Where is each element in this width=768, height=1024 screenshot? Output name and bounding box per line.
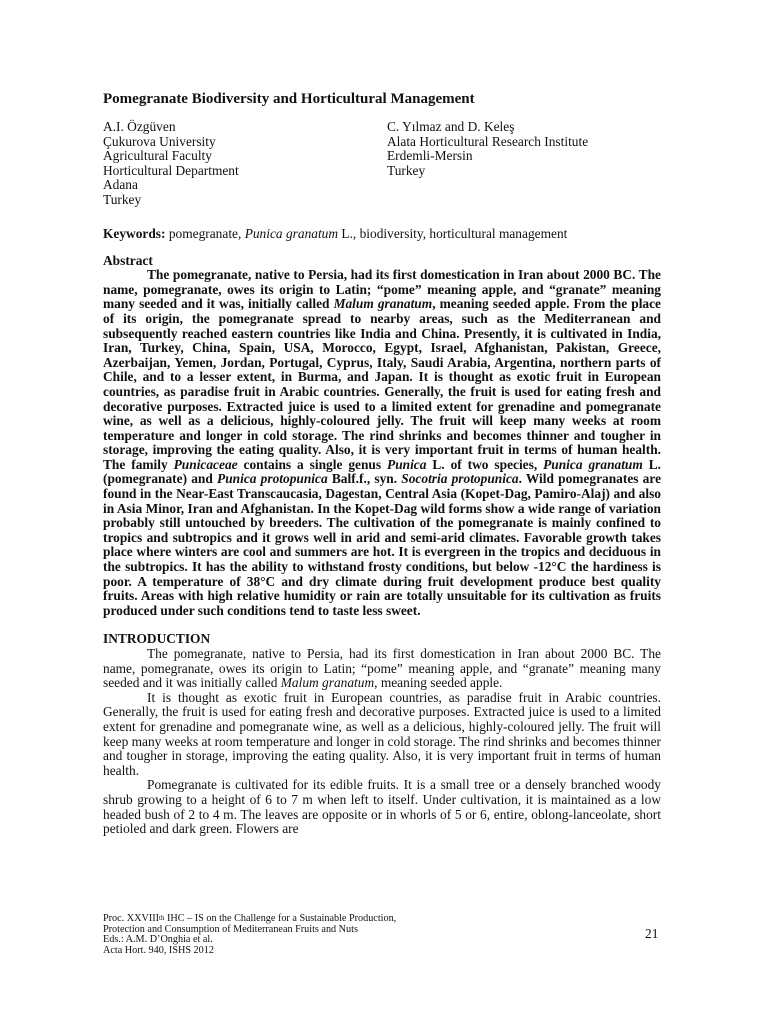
author-line: Adana bbox=[103, 177, 138, 193]
keywords-italic: Punica granatum bbox=[244, 225, 339, 241]
author-block bbox=[103, 120, 661, 208]
superscript: th bbox=[159, 914, 165, 922]
footer-line: Acta Hort. 940, ISHS 2012 bbox=[103, 944, 214, 956]
author-line: Turkey bbox=[387, 162, 426, 178]
abstract-heading: Abstract bbox=[103, 252, 153, 268]
text-run: The pomegranate, native to Persia, had its first domestication in Iran about 2000 BC. The name, pomegranate, owes its origin to Latin; “pome” meaning apple, and “granate” meaning many seeded and it was initially called bbox=[103, 646, 661, 691]
author-line: Erdemli-Mersin bbox=[387, 148, 473, 164]
abstract-body bbox=[103, 268, 661, 618]
footer-line: Eds.: A.M. D’Onghia et al. bbox=[103, 934, 213, 946]
footer-line: Protection and Consumption of Mediterranean Fruits and Nuts bbox=[103, 923, 358, 935]
introduction-paragraph: It is thought as exotic fruit in European countries, as paradise fruit in Arabic countries. Generally, the fruit is used for eating fresh and decorative purposes. Extracted juice is used to a limited extent for grenadine and pomegranate wine, as well as a delicious, highly-coloured jelly. The fruit will keep many weeks at room temperature and longer in cold storage. The rind shrinks and becomes thinner and tougher in storage, improving the eating quality. Also, it is very important fruit in terms of human health. bbox=[103, 689, 661, 778]
introduction-paragraph: Pomegranate is cultivated for its edible fruits. It is a small tree or a densely branched woody shrub growing to a height of 6 to 7 m when left to itself. Under cultivation, it is maintained as a low headed bush of 2 to 4 m. The leaves are opposite or in whorls of 5 or 6, entire, oblong-lanceolate, short petioled and dark green. Flowers are bbox=[103, 777, 661, 837]
keywords-text: L., biodiversity, horticultural management bbox=[338, 225, 568, 241]
author-affiliation-left bbox=[103, 120, 387, 208]
italic-run: Malum granatum bbox=[333, 296, 433, 312]
abstract-paragraph bbox=[103, 268, 661, 618]
paper-page bbox=[103, 90, 661, 837]
italic-run: Punicaceae bbox=[173, 456, 238, 472]
author-line: Turkey bbox=[103, 191, 142, 207]
text-run: , meaning seeded apple. From the place of its origin, the pomegranate spread to nearby areas, such as the Mediterranean and subsequently reached eastern countries like India and China. Presently, it is cultivated in India, Iran, Turkey, China, Spain, USA, Morocco, Egypt, Israel, Afghanistan, Pakistan, Greece, Azerbaijan, Yemen, Jordan, Portugal, Cyprus, Italy, Saudi Arabia, Argentina, northern parts of Chile, and to a lesser extent, in Burma, and Japan. It is thought as exotic fruit in European countries, as paradise fruit in Arabic countries. Generally, the fruit is used for eating fresh and decorative purposes. Extracted juice is used to a limited extent for grenadine and pomegranate wine, as well as a delicious, highly-coloured jelly. The fruit will keep many weeks at room temperature and longer in cold storage. The rind shrinks and becomes thinner and tougher in storage, improving the eating quality. Also, it is very important fruit in terms of human health. The family bbox=[103, 296, 661, 472]
keywords-label: Keywords: bbox=[103, 225, 166, 241]
author-line: A.I. Özgüven bbox=[103, 119, 176, 134]
text-run: L. (pomegranate) and bbox=[103, 456, 661, 487]
footer-line bbox=[103, 914, 396, 925]
paper-title: Pomegranate Biodiversity and Horticultural Management bbox=[103, 91, 475, 107]
italic-run: Punica granatum bbox=[543, 456, 643, 472]
introduction-paragraph bbox=[103, 647, 661, 691]
text-run: L. of two species, bbox=[426, 456, 544, 472]
italic-run: Punica bbox=[387, 456, 427, 472]
italic-run: Malum granatum bbox=[280, 675, 375, 691]
page-number: 21 bbox=[645, 926, 659, 941]
text-run: The pomegranate, native to Persia, had its first domestication in Iran about 2000 BC. The name, pomegranate, owes its origin to Latin; “pome” meaning apple, and “granate” meaning many seeded and it was, initially called bbox=[103, 267, 661, 312]
italic-run: Socotria protopunica bbox=[401, 471, 519, 487]
author-line: Alata Horticultural Research Institute bbox=[387, 133, 589, 149]
citation-footer bbox=[103, 914, 396, 956]
text-run: Proc. XXVIII bbox=[103, 913, 160, 924]
author-line: Horticultural Department bbox=[103, 162, 239, 178]
author-affiliation-right bbox=[387, 120, 588, 208]
italic-run: Punica protopunica bbox=[217, 471, 328, 487]
introduction-heading: INTRODUCTION bbox=[103, 631, 211, 647]
author-line: C. Yılmaz and D. Keleş bbox=[387, 119, 515, 134]
text-run: . Wild pomegranates are found in the Near-East Transcaucasia, Dagestan, Central Asia (Kopet-Dag, Pamiro-Alaj) and also in Asia Minor, Iran and Afghanistan. In the Kopet-Dag wild forms show a wide range of variation probably still untouched by breeders. The cultivation of the pomegranate is mainly confined to tropics and subtropics and it grows well in arid and semi-arid climates. Favorable growth takes place where winters are cool and summers are hot. It is evergreen in the tropics and deciduous in the subtropics. It has the ability to withstand frosty conditions, but below -12°C the hardiness is poor. A temperature of 38°C and dry climate during fruit development produce best quality fruits. Areas with high relative humidity or rain are totally unsuitable for its cultivation as fruits produced under such conditions tend to taste less sweet. bbox=[103, 471, 662, 618]
text-run: IHC – IS on the Challenge for a Sustainable Production, bbox=[164, 913, 397, 924]
text-run: contains a single genus bbox=[237, 456, 388, 472]
introduction-body bbox=[103, 647, 661, 837]
text-run: , meaning seeded apple. bbox=[374, 675, 503, 691]
text-run: Balf.f., syn. bbox=[327, 471, 402, 487]
keywords-text: pomegranate, bbox=[165, 225, 245, 241]
author-line: Agricultural Faculty bbox=[103, 148, 212, 164]
keywords bbox=[103, 226, 661, 241]
author-line: Çukurova University bbox=[103, 133, 216, 149]
